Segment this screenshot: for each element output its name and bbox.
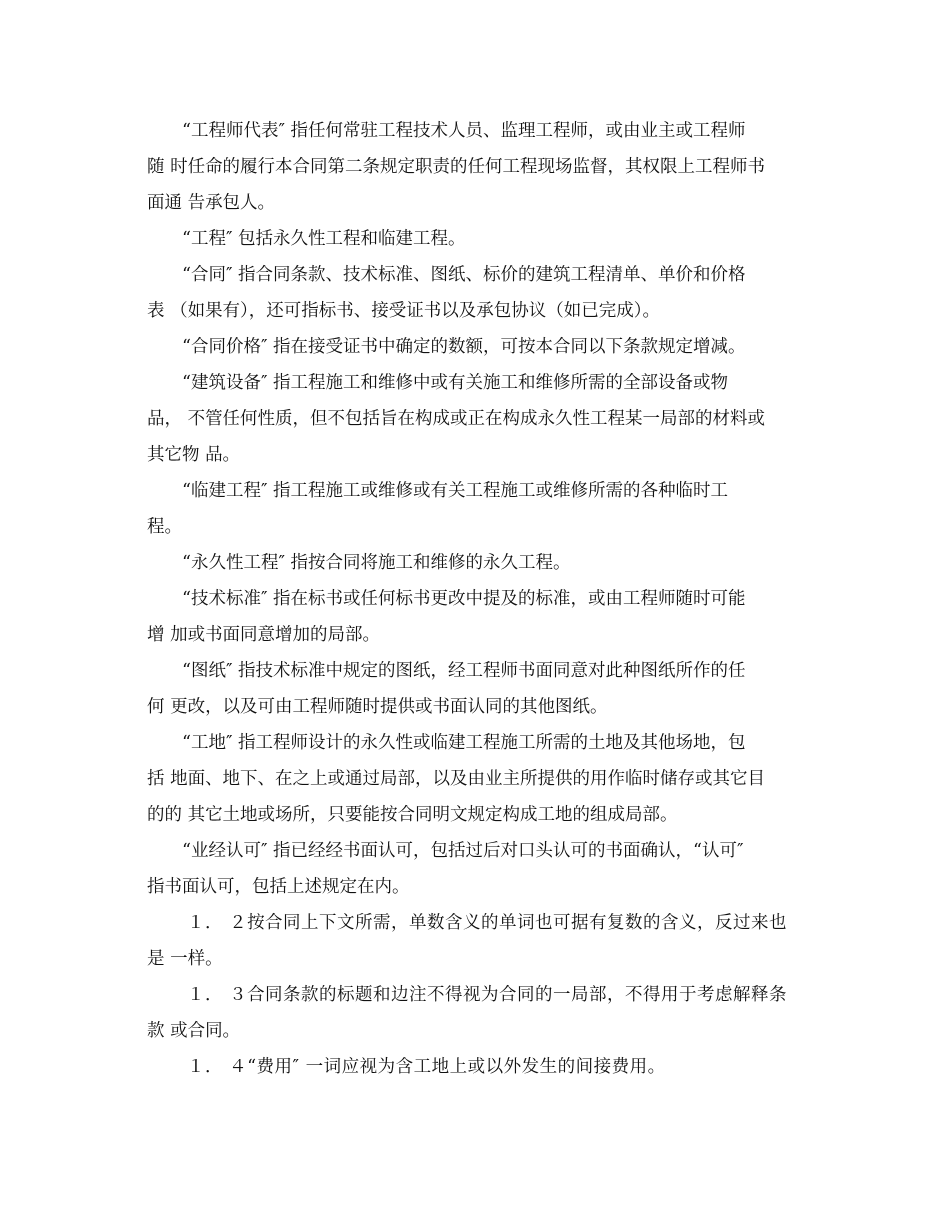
paragraph-line: 增 加或书面同意增加的局部。 xyxy=(147,625,381,645)
paragraph-line: 表 （如果有），还可指标书、接受证书以及承包协议（如已完成）。 xyxy=(147,301,661,321)
paragraph-line: 随 时任命的履行本合同第二条规定职责的任何工程现场监督，其权限上工程师书 xyxy=(147,157,766,177)
paragraph-line: 是 一样。 xyxy=(147,949,223,969)
paragraph-line: “业经认可″ 指已经经书面认可，包括过后对口头认可的书面确认，“认可″ xyxy=(182,841,744,861)
paragraph-line: １． ３合同条款的标题和边注不得视为合同的一局部，不得用于考虑解释条 xyxy=(187,985,788,1005)
paragraph-line: “图纸″ 指技术标准中规定的图纸，经工程师书面同意对此种图纸所作的任 xyxy=(182,661,746,681)
paragraph-line: 何 更改，以及可由工程师随时提供或书面认同的其他图纸。 xyxy=(147,697,608,717)
paragraph-line: “工地″ 指工程师设计的永久性或临建工程施工所需的土地及其他场地，包 xyxy=(182,733,746,753)
paragraph-line: 款 或合同。 xyxy=(147,1021,241,1041)
paragraph-line: “建筑设备″ 指工程施工和维修中或有关施工和维修所需的全部设备或物 xyxy=(182,373,729,393)
paragraph-line: 的的 其它土地或场所，只要能按合同明文规定构成工地的组成局部。 xyxy=(147,805,678,825)
document-body xyxy=(147,113,807,1085)
paragraph-line: 括 地面、地下、在之上或通过局部，以及由业主所提供的用作临时储存或其它目 xyxy=(147,769,766,789)
paragraph-line: “永久性工程″ 指按合同将施工和维修的永久工程。 xyxy=(182,553,571,573)
paragraph-line: 品， 不管任何性质，但不包括旨在构成或正在构成永久性工程某一局部的材料或 xyxy=(147,409,766,429)
paragraph-line: “技术标准″ 指在标书或任何标书更改中提及的标准，或由工程师随时可能 xyxy=(182,589,746,609)
paragraph-line: “工程师代表″ 指任何常驻工程技术人员、监理工程师，或由业主或工程师 xyxy=(182,121,746,141)
paragraph-line: 指书面认可，包括上述规定在内。 xyxy=(147,877,410,897)
paragraph-line: “工程″ 包括永久性工程和临建工程。 xyxy=(182,229,466,249)
paragraph-line: １． ４“费用″ 一词应视为含工地上或以外发生的间接费用。 xyxy=(187,1057,666,1077)
paragraph-line: 其它物 品。 xyxy=(147,445,241,465)
paragraph-line: “临建工程″ 指工程施工或维修或有关工程施工或维修所需的各种临时工 xyxy=(182,481,729,501)
paragraph-line: １． ２按合同上下文所需，单数含义的单词也可据有复数的含义，反过来也 xyxy=(187,913,788,933)
paragraph-line: “合同″ 指合同条款、技术标准、图纸、标价的建筑工程清单、单价和价格 xyxy=(182,265,746,285)
paragraph-line: 面通 告承包人。 xyxy=(147,193,276,213)
paragraph-line: “合同价格″ 指在接受证书中确定的数额，可按本合同以下条款规定增减。 xyxy=(182,337,746,357)
paragraph-line: 程。 xyxy=(147,517,182,537)
